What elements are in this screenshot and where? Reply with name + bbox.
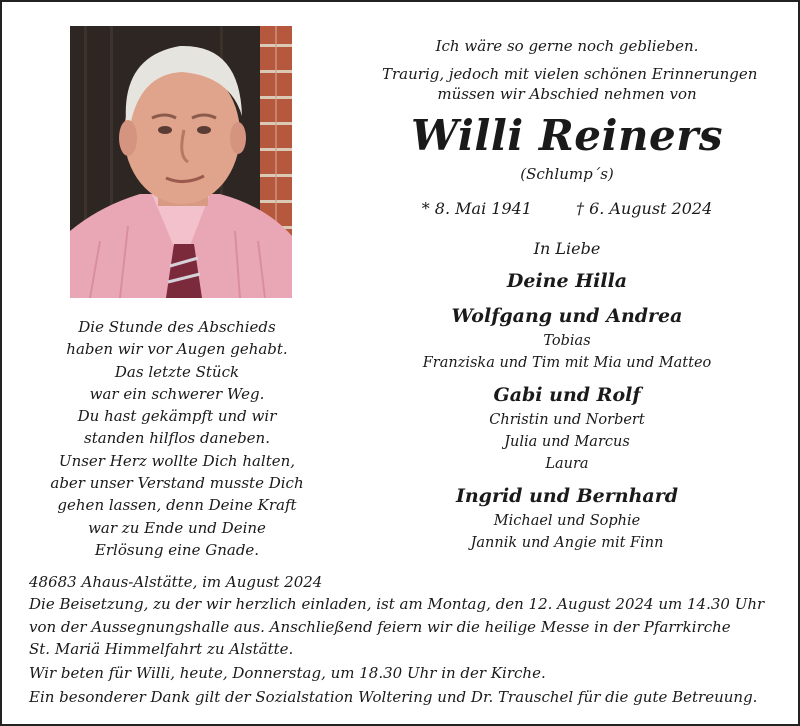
family-member: Jannik und Angie mit Finn — [470, 535, 664, 551]
deceased-name: Willi Reiners — [411, 111, 723, 160]
funeral-line: St. Mariä Himmelfahrt zu Alstätte. — [29, 639, 294, 658]
poem-line: Die Stunde des Abschieds — [78, 318, 276, 336]
poem — [42, 316, 312, 561]
thanks-line: Ein besonderer Dank gilt der Sozialstation Woltering und Dr. Trauschel für die gute Betreuung. — [29, 688, 758, 707]
death-date: † 6. August 2024 — [575, 199, 713, 218]
poem-line: Unser Herz wollte Dich halten, — [58, 451, 296, 470]
poem-line: Erlösung eine Gnade. — [94, 540, 260, 559]
poem-line: Du hast gekämpft und wir — [77, 407, 277, 426]
family-member: Laura — [545, 456, 589, 472]
birth-date: * 8. Mai 1941 — [421, 199, 532, 218]
portrait-illustration — [70, 26, 292, 298]
family-head: Gabi und Rolf — [493, 384, 641, 406]
poem-line: gehen lassen, denn Deine Kraft — [57, 496, 297, 515]
place-date: 48683 Ahaus-Alstätte, im August 2024 — [29, 573, 323, 591]
family-head: Ingrid und Bernhard — [455, 485, 679, 507]
portrait-photo — [70, 26, 292, 298]
intro-line: Ich wäre so gerne noch geblieben. — [435, 37, 699, 55]
family-head: Wolfgang und Andrea — [451, 305, 683, 327]
funeral-line: Die Beisetzung, zu der wir herzlich einladen, ist am Montag, den 12. August 2024 um 14.30 Uhr — [29, 595, 765, 614]
family-member: Michael und Sophie — [493, 513, 641, 529]
intro-line: Traurig, jedoch mit vielen schönen Erinnerungen — [382, 65, 758, 83]
service-details — [29, 571, 779, 709]
family-member: Franziska und Tim mit Mia und Matteo — [422, 355, 712, 371]
poem-line: aber unser Verstand musste Dich — [50, 474, 304, 493]
family-member: Tobias — [543, 333, 591, 349]
nickname: (Schlump´s) — [520, 165, 614, 183]
in-liebe: In Liebe — [533, 239, 601, 258]
family-member: Christin und Norbert — [489, 412, 645, 428]
poem-line: Das letzte Stück — [114, 362, 240, 381]
prayer-line: Wir beten für Willi, heute, Donnerstag, um 18.30 Uhr in der Kirche. — [29, 664, 546, 683]
poem-line: standen hilflos daneben. — [84, 429, 270, 448]
family-member: Julia und Marcus — [504, 434, 630, 450]
life-dates — [382, 198, 752, 220]
announcement-column — [382, 36, 758, 554]
family-head: Deine Hilla — [506, 270, 628, 292]
intro-line: müssen wir Abschied nehmen von — [437, 85, 697, 103]
funeral-line: von der Aussegnungshalle aus. Anschließend feiern wir die heilige Messe in der Pfarrkirche — [29, 617, 731, 636]
poem-line: war zu Ende und Deine — [88, 518, 266, 537]
poem-line: war ein schwerer Weg. — [89, 384, 265, 403]
poem-line: haben wir vor Augen gehabt. — [66, 340, 288, 359]
